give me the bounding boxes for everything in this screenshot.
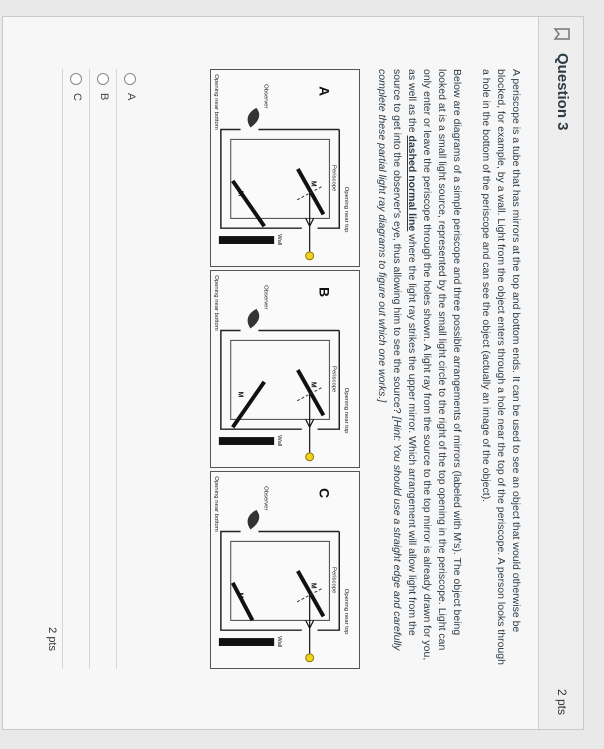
answer-option-c[interactable] bbox=[62, 69, 89, 669]
upper-mirror bbox=[298, 169, 324, 214]
label-opening-bottom: Opening near bottom bbox=[212, 476, 219, 532]
diagram-letter: A bbox=[316, 86, 333, 97]
periscope-diagram bbox=[211, 271, 359, 467]
label-mirror-upper: M bbox=[309, 582, 317, 589]
label-opening-top: Opening near top bbox=[343, 387, 350, 434]
observer-eye bbox=[248, 510, 260, 530]
radio-c[interactable] bbox=[70, 73, 82, 85]
light-source bbox=[306, 654, 314, 662]
label-observer: Observer bbox=[262, 486, 269, 511]
label-mirror-upper: M bbox=[309, 381, 317, 388]
label-opening-top: Opening near top bbox=[343, 186, 350, 233]
label-observer: Observer bbox=[262, 84, 269, 109]
diagram-c bbox=[210, 471, 360, 669]
label-mirror-lower: M bbox=[236, 592, 244, 599]
label-opening-bottom: Opening near bottom bbox=[212, 74, 219, 130]
diagram-letter: B bbox=[316, 287, 333, 298]
question-header bbox=[538, 17, 583, 729]
diagram-row bbox=[210, 69, 360, 669]
label-opening-bottom: Opening near bottom bbox=[212, 275, 219, 331]
footer-points: 2 pts bbox=[46, 627, 58, 651]
question-points: 2 pts bbox=[555, 688, 569, 715]
periscope-diagram bbox=[211, 472, 359, 668]
answer-option-a[interactable] bbox=[116, 69, 143, 669]
question-title: Question 3 bbox=[554, 53, 571, 131]
lower-mirror bbox=[233, 382, 265, 427]
question-card bbox=[2, 16, 584, 730]
answer-label-b: B bbox=[98, 93, 110, 101]
radio-b[interactable] bbox=[97, 73, 109, 85]
answer-label-a: A bbox=[125, 93, 137, 101]
diagram-letter: C bbox=[316, 488, 333, 499]
observer-eye bbox=[248, 108, 260, 128]
light-source bbox=[306, 453, 314, 461]
intro-paragraph: A periscope is a tube that has mirrors at the top and bottom ends. It can be used to see an object that would otherwise be blocked, for example, by a wall. Light from the object enters through a hole near the top of the periscope. A person looks through a hole in the bottom of the periscope and can see the object (actually an image of the object). bbox=[480, 69, 522, 665]
diagram-b bbox=[210, 270, 360, 468]
upper-mirror bbox=[298, 370, 324, 415]
answer-list bbox=[46, 69, 143, 669]
radio-a[interactable] bbox=[124, 73, 136, 85]
label-wall: Wall bbox=[276, 636, 283, 648]
label-observer: Observer bbox=[262, 285, 269, 310]
lower-mirror bbox=[233, 181, 265, 226]
label-mirror-lower: M bbox=[236, 190, 244, 197]
instructions-text-a: Below are diagrams of a simple periscope and three possible arrangements of mirrors (labeled with M's). The object being looked at is a small light source, represented by the small light circle to the right of the top opening in the periscope. Light can only enter or leave the periscope through the holes shown. A light ray from the source to the top mirror is already drawn for you, as well as the bbox=[406, 69, 463, 661]
label-periscope: Periscope bbox=[330, 366, 337, 393]
label-mirror-upper: M bbox=[309, 180, 317, 187]
label-opening-top: Opening near top bbox=[343, 588, 350, 635]
periscope-diagram bbox=[211, 70, 359, 266]
observer-eye bbox=[248, 309, 260, 329]
wall bbox=[219, 437, 274, 445]
label-wall: Wall bbox=[276, 234, 283, 246]
wall bbox=[219, 638, 274, 646]
answer-option-b[interactable] bbox=[89, 69, 116, 669]
label-periscope: Periscope bbox=[330, 165, 337, 192]
light-source bbox=[306, 252, 314, 260]
answer-label-c: C bbox=[71, 93, 83, 101]
label-periscope: Periscope bbox=[330, 567, 337, 594]
question-body bbox=[210, 69, 523, 669]
upper-mirror bbox=[298, 571, 324, 616]
label-mirror-lower: M bbox=[236, 391, 244, 398]
bookmark-flag-icon[interactable] bbox=[553, 27, 571, 41]
wall bbox=[219, 236, 274, 244]
diagram-a bbox=[210, 69, 360, 267]
dashed-normal-line-link: dashed normal line bbox=[406, 135, 418, 232]
instructions-paragraph bbox=[374, 69, 464, 669]
hint-text: [Hint: You should use a straight edge and carefully complete these partial light ray diagrams to figure out which one works.] bbox=[376, 69, 403, 651]
periscope-inner bbox=[231, 139, 330, 218]
lower-mirror bbox=[233, 583, 253, 620]
label-wall: Wall bbox=[276, 435, 283, 447]
instructions-text-b: where the light ray strikes the upper mirror. Which arrangement will allow light from the source to get into the observer's eye, thus allowing him to see the source? bbox=[391, 69, 418, 636]
